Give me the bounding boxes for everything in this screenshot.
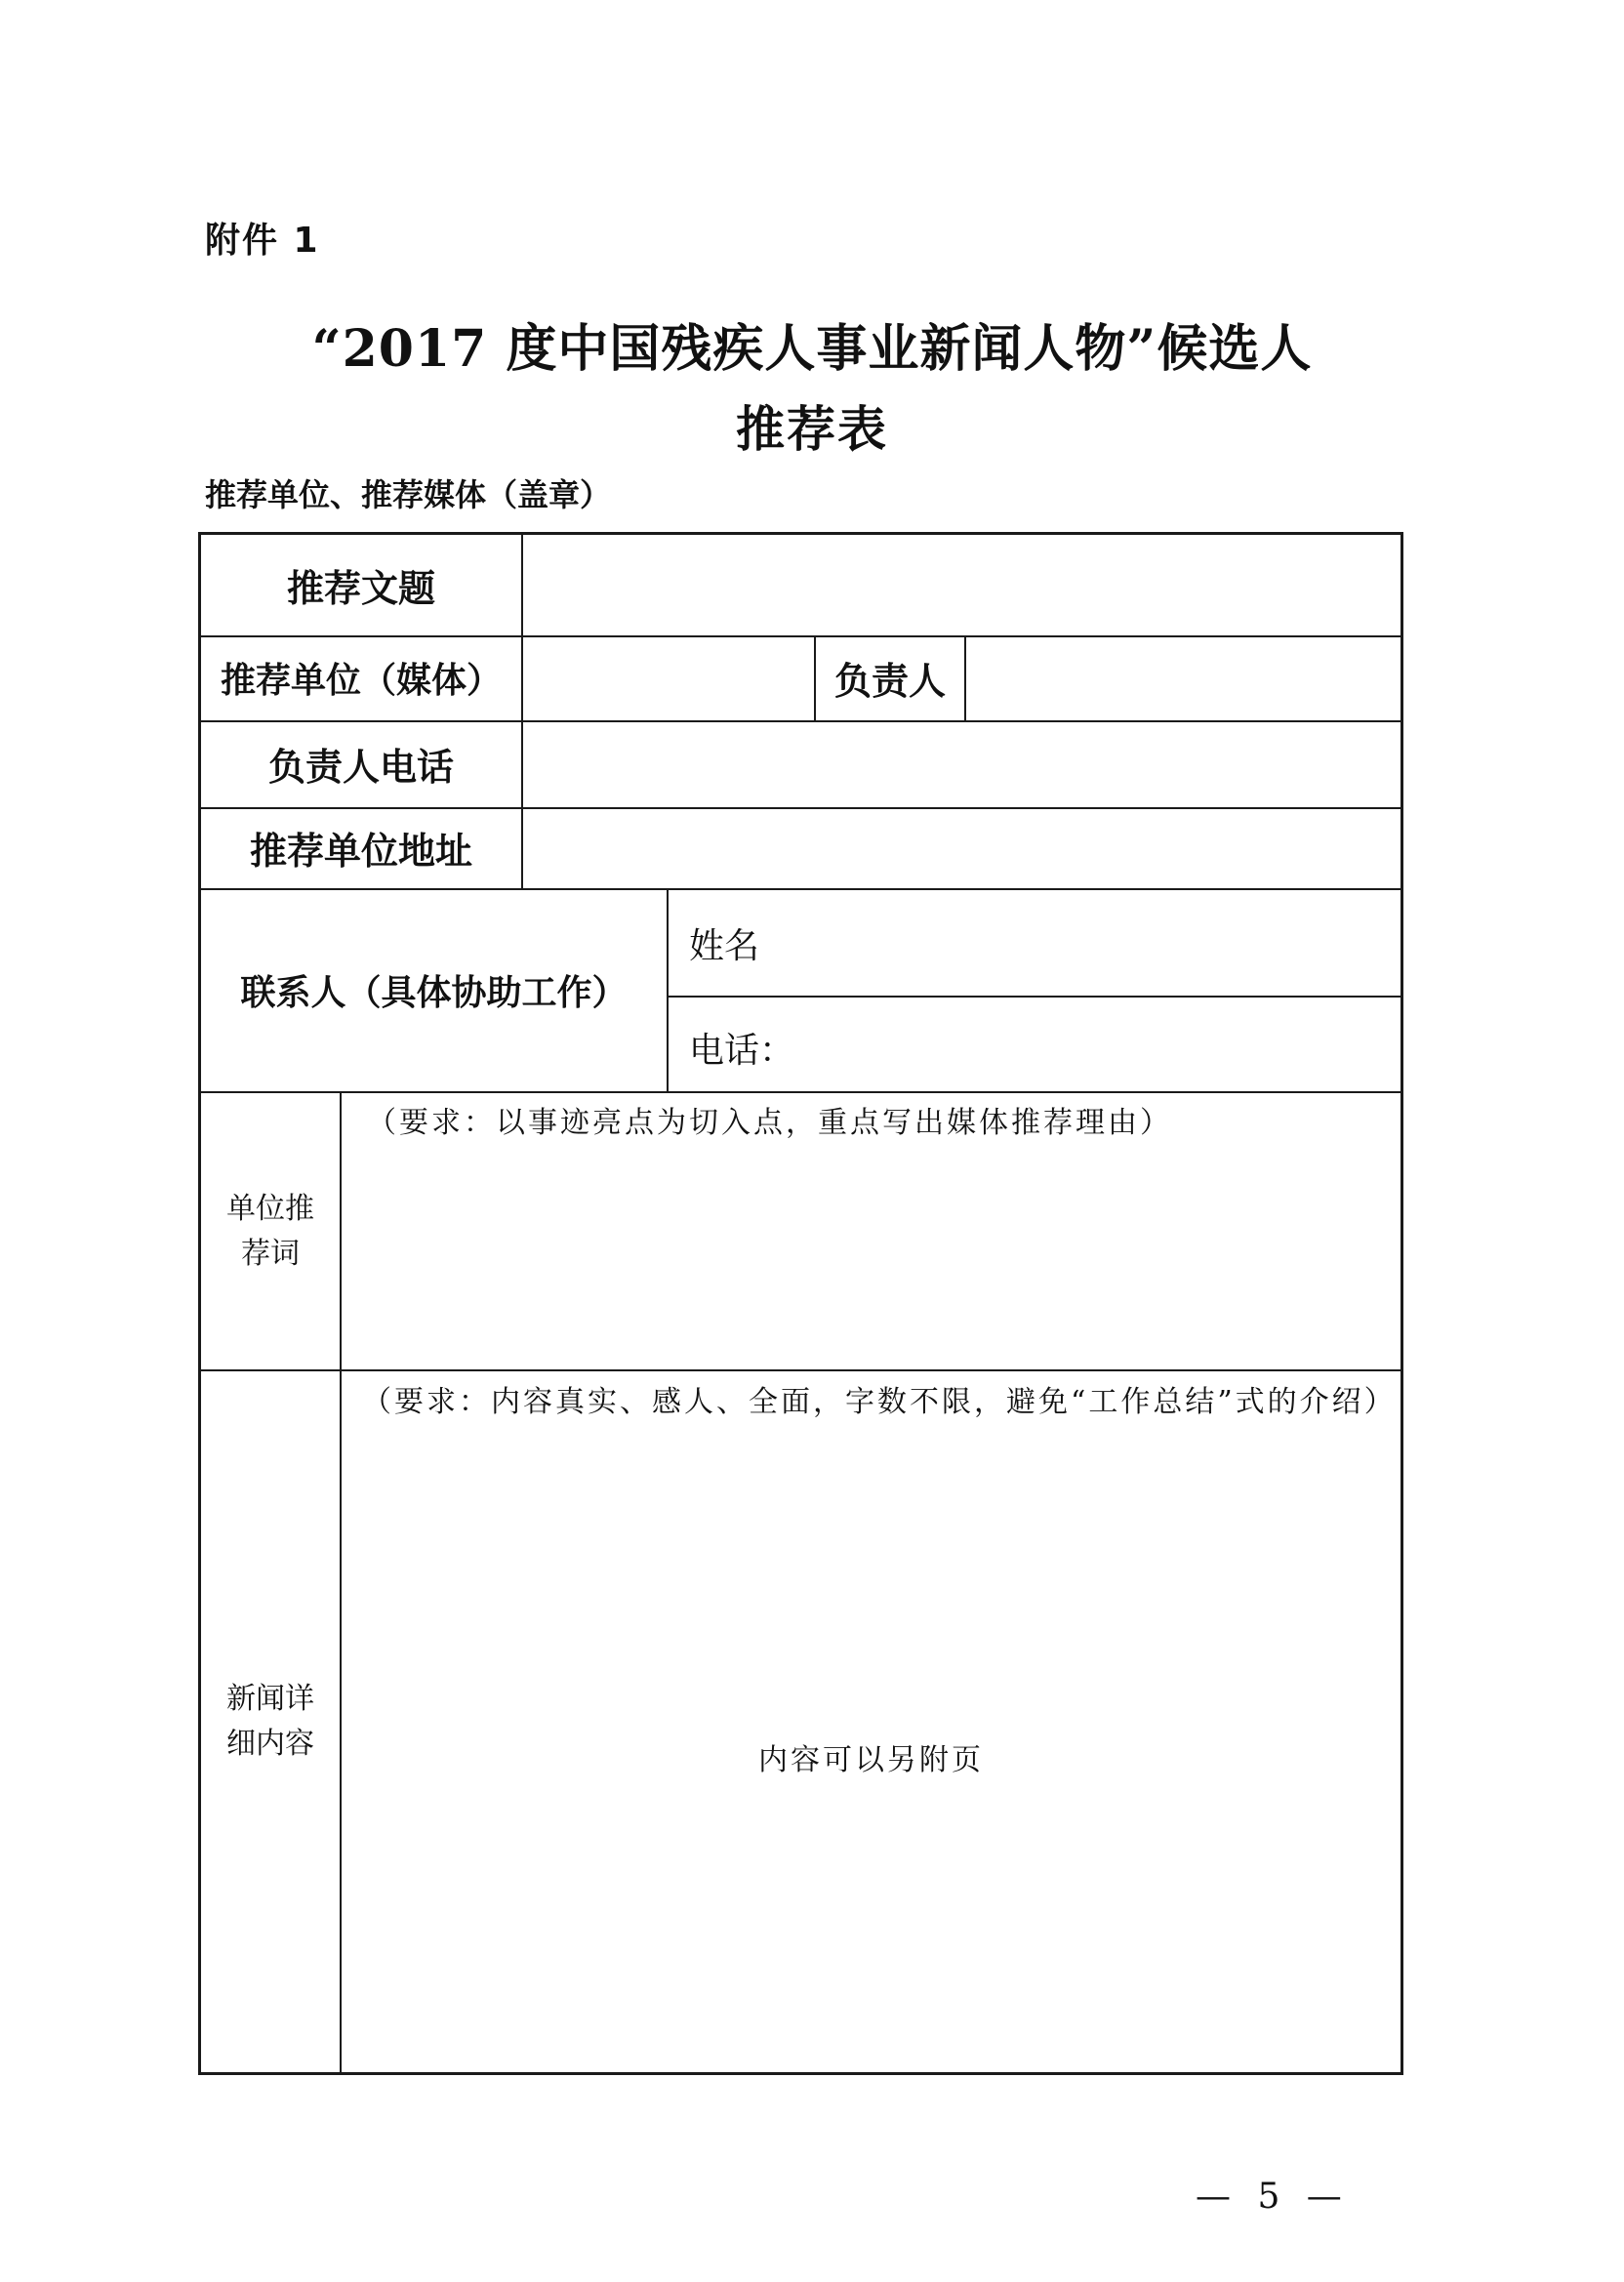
row-divider — [201, 1369, 1401, 1371]
unit-recommendation-label: 单位推荐词 — [226, 1191, 314, 1271]
document-title-line1: “2017 度中国残疾人事业新闻人物”候选人 — [311, 319, 1313, 379]
contact-name-label: 姓名 — [689, 926, 760, 966]
unit-address-label: 推荐单位地址 — [249, 830, 472, 873]
page-number: — 5 — — [1196, 2177, 1350, 2217]
row-divider — [201, 1091, 1401, 1093]
recommend-topic-label: 推荐文题 — [286, 567, 435, 610]
contact-name-field[interactable] — [767, 890, 1401, 996]
unit-recommendation-field[interactable] — [342, 1155, 1401, 1367]
document-title-line2: 推荐表 — [736, 400, 888, 458]
news-detail-note: 内容可以另附页 — [758, 1743, 984, 1777]
person-in-charge-field[interactable] — [966, 635, 1401, 720]
person-in-charge-phone-field[interactable] — [523, 720, 1401, 807]
person-in-charge-label: 负责人 — [833, 660, 946, 703]
unit-address-field[interactable] — [523, 807, 1401, 888]
contact-phone-label: 电话： — [689, 1031, 795, 1071]
attachment-label: 附件 1 — [205, 221, 320, 261]
news-detail-label: 新闻详细内容 — [226, 1682, 314, 1761]
news-detail-requirement: （要求：内容真实、感人、全面，字数不限，避免“工作总结”式的介绍） — [362, 1385, 1397, 1419]
contact-label: 联系人（具体协助工作） — [240, 972, 628, 1013]
column-divider — [667, 888, 669, 1091]
recommend-topic-field[interactable] — [523, 535, 1401, 635]
person-in-charge-phone-label: 负责人电话 — [267, 746, 454, 789]
recommend-unit-label: 推荐单位（媒体） — [220, 661, 502, 701]
stamp-subtitle: 推荐单位、推荐媒体（盖章） — [205, 476, 612, 513]
unit-recommendation-requirement: （要求：以事迹亮点为切入点，重点写出媒体推荐理由） — [367, 1106, 1172, 1140]
contact-phone-field[interactable] — [787, 998, 1401, 1091]
recommend-unit-field[interactable] — [523, 635, 814, 720]
recommendation-form — [198, 532, 1403, 2075]
